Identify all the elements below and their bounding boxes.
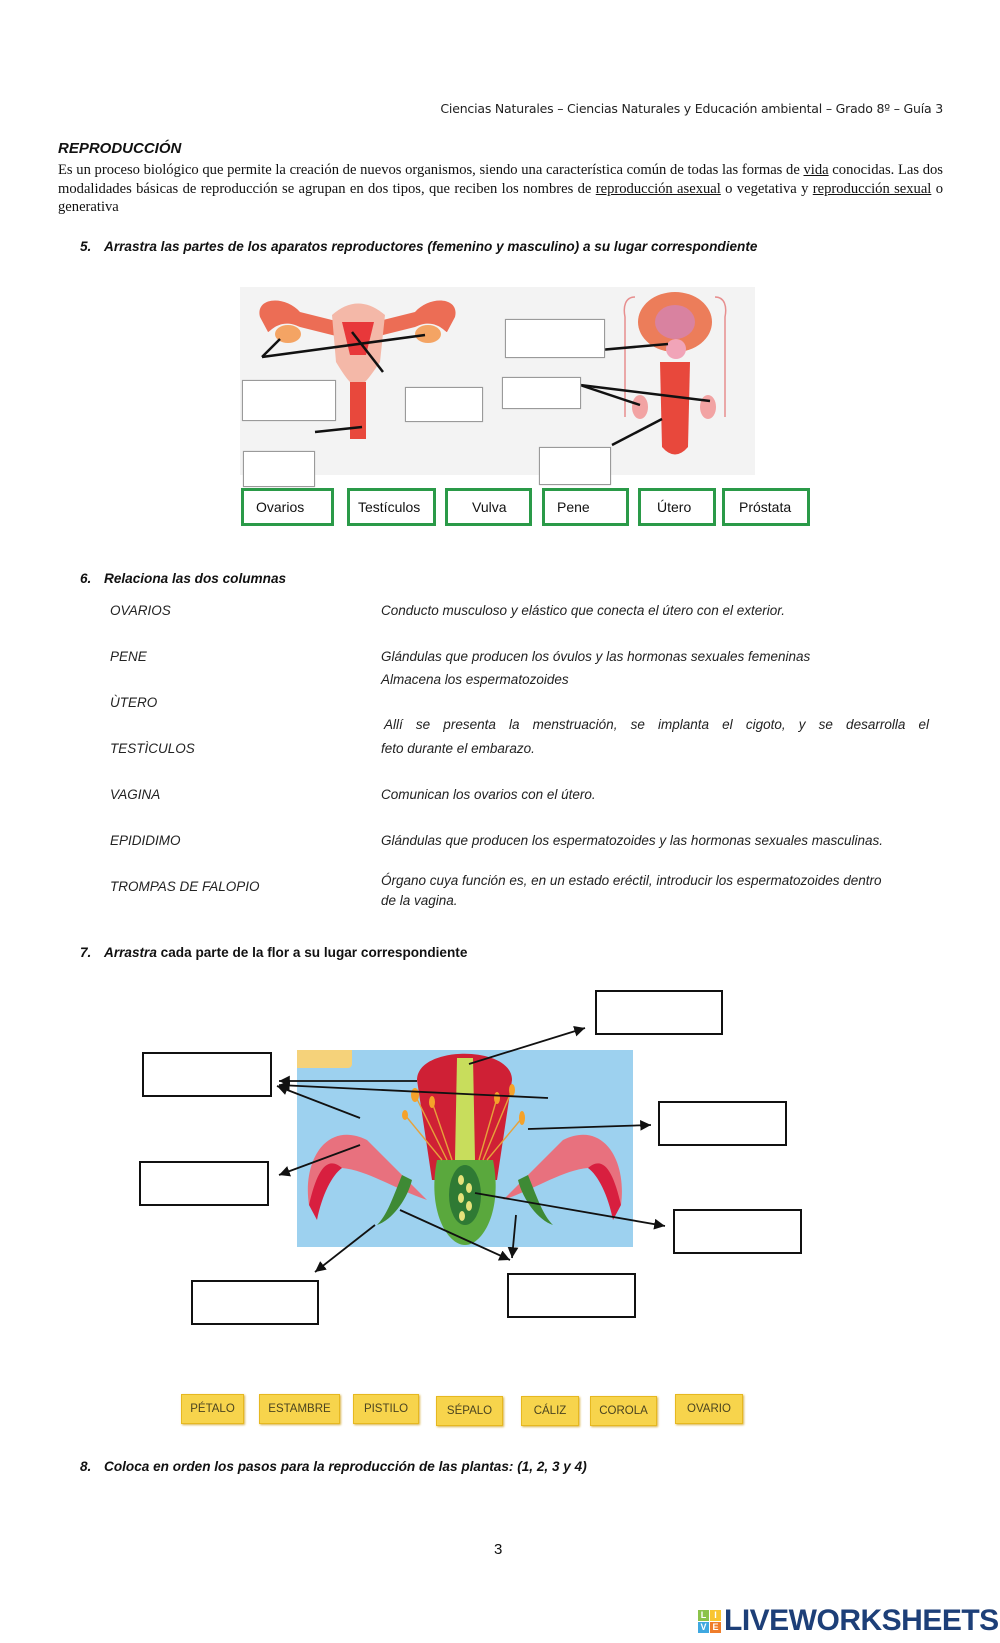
definition-5: Comunican los ovarios con el útero. [381, 787, 596, 802]
section-title: REPRODUCCIÓN [58, 140, 182, 157]
drag-tile-ovarios[interactable]: Ovarios [241, 488, 334, 526]
intro-text: Es un proceso biológico que permite la creación de nuevos organismos, siendo una característica común de todas las formas de [58, 162, 804, 178]
definition-3: Almacena los espermatozoides [381, 672, 569, 687]
logo-text: LIVEWORKSHEETS [724, 1604, 999, 1637]
drag-tile-estambre[interactable]: ESTAMBRE [259, 1394, 340, 1424]
drag-tile-caliz[interactable]: CÁLIZ [521, 1396, 579, 1426]
flower-drop-zone-1[interactable] [595, 990, 723, 1035]
drag-tile-ovario[interactable]: OVARIO [675, 1394, 743, 1424]
drag-tile-petalo[interactable]: PÉTALO [181, 1394, 244, 1424]
definition-2: Glándulas que producen los óvulos y las hormonas sexuales femeninas [381, 649, 811, 664]
page-number: 3 [494, 1541, 503, 1558]
drag-tile-sepalo[interactable]: SÉPALO [436, 1396, 503, 1426]
link-reproduccion-sexual[interactable]: reproducción sexual [812, 180, 932, 197]
logo-letter: E [710, 1622, 721, 1633]
drag-tile-prostata[interactable]: Próstata [722, 488, 810, 526]
flower-drop-zone-7[interactable] [507, 1273, 636, 1318]
liveworksheets-logo[interactable] [698, 1604, 999, 1638]
flower-drop-zone-2[interactable] [142, 1052, 272, 1097]
term-pene: PENE [110, 649, 147, 664]
link-reproduccion-asexual[interactable]: reproducción asexual [595, 180, 721, 197]
intro-text: conocidas. Las dos modalidades básicas de reproducción se agrupan en dos tipos, que reciben los nombres de [58, 162, 943, 197]
question-text: Arrastra las partes de los aparatos reproductores (femenino y masculino) a su lugar correspondiente [104, 239, 758, 254]
link-vida[interactable]: vida [803, 162, 829, 178]
question-number: 5. [80, 239, 92, 254]
question-text-italic: Arrastra [104, 945, 157, 960]
question-number: 8. [80, 1459, 92, 1474]
flower-drop-zone-3[interactable] [658, 1101, 787, 1146]
definition-7: Órgano cuya función es, en un estado eréctil, introducir los espermatozoides dentro [381, 873, 882, 888]
flower-drop-zone-4[interactable] [139, 1161, 269, 1206]
logo-letter: I [710, 1610, 721, 1621]
drag-tile-pene[interactable]: Pene [542, 488, 629, 526]
drag-tile-pistilo[interactable]: PISTILO [353, 1394, 419, 1424]
drag-tile-testiculos[interactable]: Testículos [347, 488, 436, 526]
definition-4: Allí se presenta la menstruación, se implanta el cigoto, y se desarrolla el [384, 717, 929, 732]
logo-letter: L [698, 1610, 709, 1621]
flower-drop-zone-6[interactable] [191, 1280, 319, 1325]
logo-icon [698, 1610, 721, 1633]
term-vagina: VAGINA [110, 787, 161, 802]
definition-6: Glándulas que producen los espermatozoides y las hormonas sexuales masculinas. [381, 833, 884, 848]
definition-1: Conducto musculoso y elástico que conecta el útero con el exterior. [381, 603, 785, 618]
definition-4-cont: feto durante el embarazo. [381, 741, 535, 756]
definition-7-cont: de la vagina. [381, 893, 458, 908]
page-header: Ciencias Naturales – Ciencias Naturales y Educación ambiental – Grado 8º – Guía 3 [440, 101, 943, 116]
term-utero: ÙTERO [110, 695, 158, 710]
term-ovarios: OVARIOS [110, 603, 171, 618]
logo-letter: V [698, 1622, 709, 1633]
question-8-heading [80, 1459, 587, 1474]
intro-text: o vegetativa y [720, 180, 813, 197]
question-number: 7. [80, 945, 92, 960]
intro-text: o generativa [58, 180, 943, 215]
question-number: 6. [80, 571, 92, 586]
flower-drop-zone-5[interactable] [673, 1209, 802, 1254]
term-trompas: TROMPAS DE FALOPIO [110, 879, 260, 894]
question-text: cada parte de la flor a su lugar correspondiente [156, 945, 468, 960]
term-testiculos: TESTÌCULOS [110, 741, 195, 756]
drag-tile-corola[interactable]: COROLA [590, 1396, 657, 1426]
drag-tile-vulva[interactable]: Vulva [445, 488, 532, 526]
term-epididimo: EPIDIDIMO [110, 833, 181, 848]
drag-tile-utero[interactable]: Útero [638, 488, 716, 526]
question-text: Relaciona las dos columnas [104, 571, 287, 586]
question-text: Coloca en orden los pasos para la reproducción de las plantas: (1, 2, 3 y 4) [104, 1459, 587, 1474]
